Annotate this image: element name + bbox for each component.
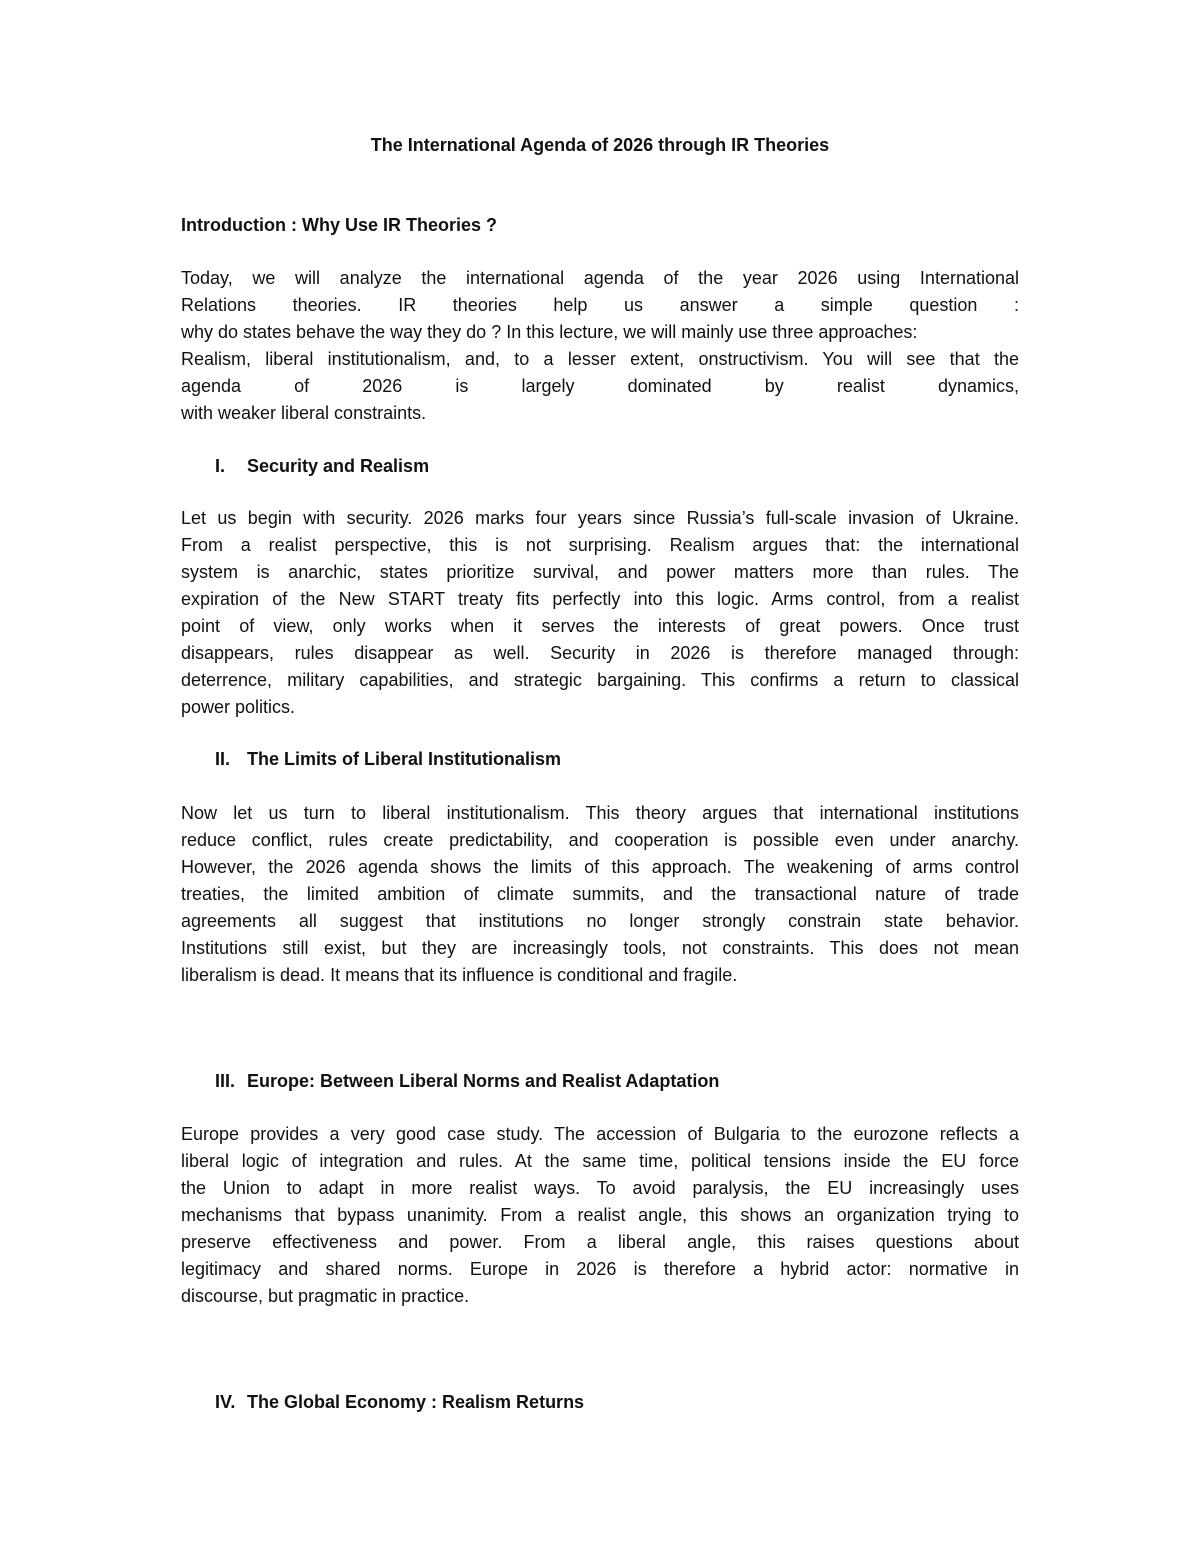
section-number: IV.: [215, 1392, 236, 1412]
section-heading-liberal-institutionalism: [215, 746, 561, 773]
section-paragraph-liberal-institutionalism: [181, 800, 1019, 989]
paragraph-line: preserve effectiveness and power. From a liberal angle, this raises questions about: [181, 1232, 1019, 1252]
paragraph-line: expiration of the New START treaty fits perfectly into this logic. Arms control, from a realist: [181, 589, 1019, 609]
section-heading-global-economy: [215, 1389, 584, 1416]
section-paragraph-europe: [181, 1121, 1019, 1310]
paragraph-line: deterrence, military capabilities, and strategic bargaining. This confirms a return to classical: [181, 670, 1019, 690]
paragraph-line: with weaker liberal constraints.: [181, 403, 427, 423]
section-paragraph-introduction: [181, 265, 1019, 427]
paragraph-line: agenda of 2026 is largely dominated by realist dynamics,: [181, 376, 1019, 396]
section-heading-introduction: Introduction : Why Use IR Theories ?: [181, 215, 498, 235]
document-title: The International Agenda of 2026 through IR Theories: [370, 135, 830, 155]
section-title: Security and Realism: [247, 456, 430, 476]
paragraph-line: legitimacy and shared norms. Europe in 2026 is therefore a hybrid actor: normative in: [181, 1259, 1019, 1279]
section-title: Europe: Between Liberal Norms and Realist Adaptation: [247, 1071, 720, 1091]
paragraph-line: treaties, the limited ambition of climate summits, and the transactional nature of trade: [181, 884, 1019, 904]
paragraph-line: the Union to adapt in more realist ways. To avoid paralysis, the EU increasingly uses: [181, 1178, 1019, 1198]
paragraph-line: Europe provides a very good case study. The accession of Bulgaria to the eurozone reflects a: [181, 1124, 1019, 1144]
paragraph-line: point of view, only works when it serves the interests of great powers. Once trust: [181, 616, 1019, 636]
paragraph-line: power politics.: [181, 697, 296, 717]
paragraph-line: However, the 2026 agenda shows the limits of this approach. The weakening of arms control: [181, 857, 1019, 877]
paragraph-line: Let us begin with security. 2026 marks four years since Russia’s full-scale invasion of Ukraine.: [181, 508, 1019, 528]
paragraph-line: From a realist perspective, this is not surprising. Realism argues that: the international: [181, 535, 1019, 555]
paragraph-line: system is anarchic, states prioritize survival, and power matters more than rules. The: [181, 562, 1019, 582]
section-title: The Global Economy : Realism Returns: [247, 1392, 585, 1412]
paragraph-line: Now let us turn to liberal institutionalism. This theory argues that international institutions: [181, 803, 1019, 823]
paragraph-line: liberalism is dead. It means that its influence is conditional and fragile.: [181, 965, 738, 985]
paragraph-line: mechanisms that bypass unanimity. From a realist angle, this shows an organization trying to: [181, 1205, 1019, 1225]
paragraph-line: discourse, but pragmatic in practice.: [181, 1286, 470, 1306]
paragraph-line: Today, we will analyze the international agenda of the year 2026 using International: [181, 268, 1019, 288]
section-paragraph-security: [181, 505, 1019, 721]
section-heading-security: [215, 453, 429, 480]
paragraph-line: disappears, rules disappear as well. Security in 2026 is therefore managed through:: [181, 643, 1019, 663]
section-number: II.: [215, 749, 231, 769]
paragraph-line: why do states behave the way they do ? In this lecture, we will mainly use three approaches:: [181, 322, 918, 342]
paragraph-line: Relations theories. IR theories help us answer a simple question :: [181, 295, 1019, 315]
section-heading-europe: [215, 1068, 719, 1095]
section-title: The Limits of Liberal Institutionalism: [247, 749, 562, 769]
paragraph-line: Institutions still exist, but they are increasingly tools, not constraints. This does not mean: [181, 938, 1019, 958]
section-number: I.: [215, 456, 226, 476]
paragraph-line: reduce conflict, rules create predictability, and cooperation is possible even under anarchy.: [181, 830, 1019, 850]
paragraph-line: Realism, liberal institutionalism, and, to a lesser extent, onstructivism. You will see that the: [181, 349, 1019, 369]
section-number: III.: [215, 1071, 236, 1091]
paragraph-line: liberal logic of integration and rules. At the same time, political tensions inside the EU force: [181, 1151, 1019, 1171]
paragraph-line: agreements all suggest that institutions no longer strongly constrain state behavior.: [181, 911, 1019, 931]
